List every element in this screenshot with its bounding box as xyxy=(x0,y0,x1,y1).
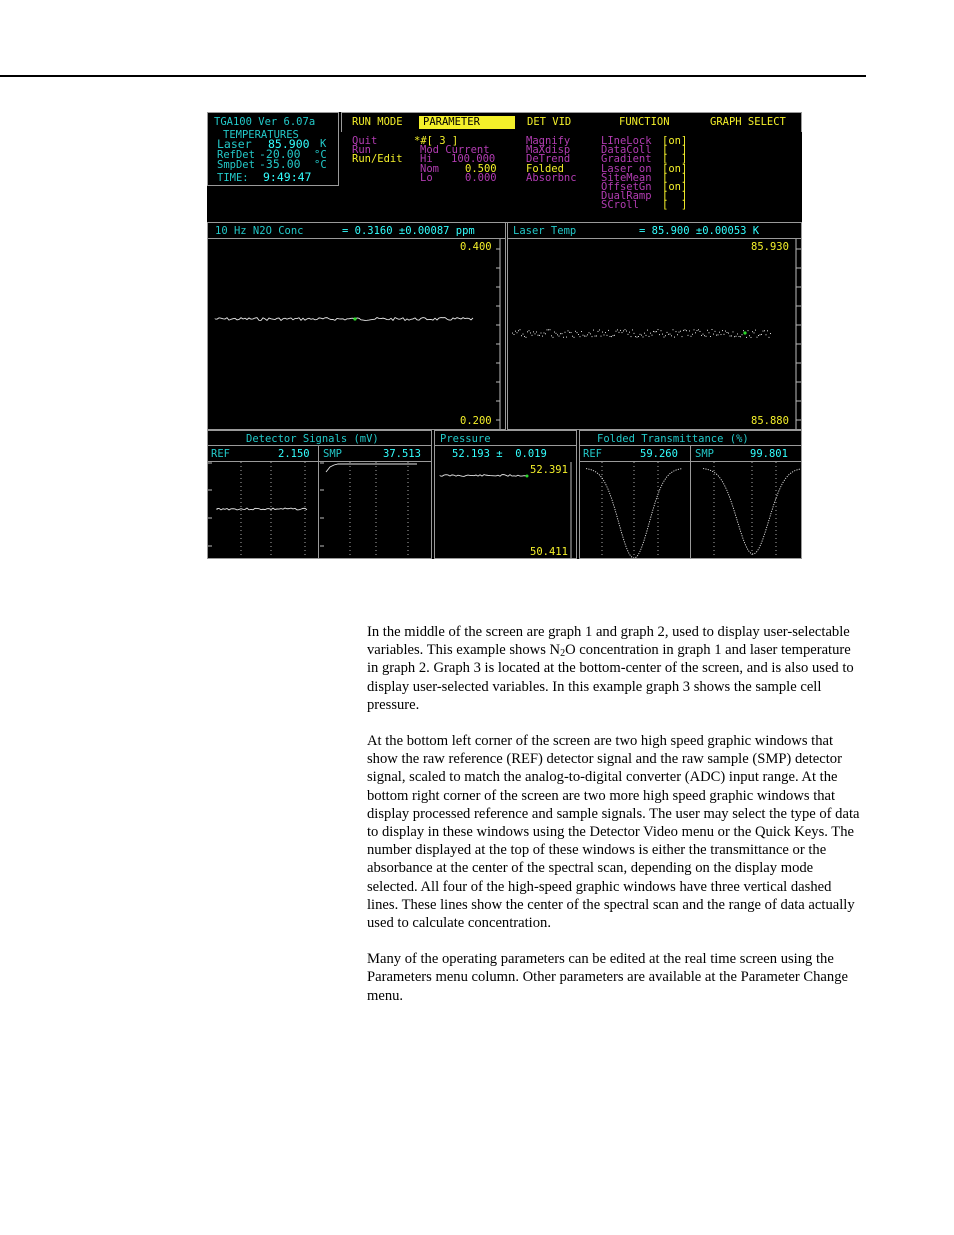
graph-2-point xyxy=(535,333,536,334)
graph-2-point xyxy=(754,332,755,333)
graph-2-point xyxy=(529,330,530,331)
graph-2-point xyxy=(718,334,719,335)
pressure-value: 52.193 ± 0.019 xyxy=(452,448,547,460)
graph-2-point xyxy=(536,331,537,332)
graph-2-point xyxy=(676,331,677,332)
graph-2-point xyxy=(610,336,611,337)
graph-2-point xyxy=(614,335,615,336)
function-item-state: [on] xyxy=(662,162,688,175)
refdet-label: RefDet xyxy=(217,149,255,161)
function-item-state: [ ] xyxy=(662,144,688,157)
graph-1-trace xyxy=(215,318,473,321)
parameter-lo-label: Lo xyxy=(420,172,433,184)
graph-2-point xyxy=(604,334,605,335)
graph-2-point xyxy=(593,330,594,331)
graph-2-point xyxy=(650,333,651,334)
laser-label: Laser xyxy=(217,137,252,151)
graph-2-point xyxy=(622,332,623,333)
graph-2-point xyxy=(749,335,750,336)
graph-2 xyxy=(507,222,802,430)
laser-unit: K xyxy=(320,138,327,150)
det-vid-item-detrend[interactable]: DeTrend xyxy=(526,153,571,165)
graph-2-point xyxy=(616,331,617,332)
graph-2-point xyxy=(739,336,740,337)
folded-transmittance-title: Folded Transmittance (%) xyxy=(597,433,749,445)
graph-2-point xyxy=(742,334,743,335)
graph-2-point xyxy=(530,332,531,333)
graph-2-point xyxy=(551,335,552,336)
graph-2-point xyxy=(719,332,720,333)
graph-2-point xyxy=(547,329,548,330)
graph-2-plot xyxy=(508,239,801,429)
graph-2-point xyxy=(635,336,636,337)
graph-2-point xyxy=(605,332,606,333)
graph-2-point xyxy=(712,329,713,330)
graph-2-point xyxy=(617,329,618,330)
graph-2-point xyxy=(520,329,521,330)
graph-2-point xyxy=(671,335,672,336)
graph-2-point xyxy=(601,336,602,337)
graph-2-point xyxy=(587,334,588,335)
graph-2-point xyxy=(619,332,620,333)
graph-2-point xyxy=(581,331,582,332)
graph-2-point xyxy=(598,331,599,332)
graph-2-top-scale: 85.930 xyxy=(751,241,789,253)
graph-2-point xyxy=(557,334,558,335)
graph-2-point xyxy=(707,330,708,331)
menu-panel xyxy=(341,112,802,132)
graph-2-point xyxy=(554,332,555,333)
folded-transmittance-panel xyxy=(579,430,802,559)
smpdet-value: -35.00 xyxy=(259,157,301,171)
function-item-state: [ ] xyxy=(662,153,688,166)
function-item-label[interactable]: Gradient xyxy=(601,153,652,166)
graph-2-point xyxy=(721,334,722,335)
smpdet-unit: °C xyxy=(314,159,327,171)
graph-2-point xyxy=(724,334,725,335)
graph-2-point xyxy=(757,337,758,338)
graph-2-point xyxy=(701,335,702,336)
graph-2-point xyxy=(533,331,534,332)
graph-2-point xyxy=(629,332,630,333)
graph-2-point xyxy=(743,330,744,331)
function-item-label[interactable]: SCroll xyxy=(601,199,639,212)
pressure-top-scale: 52.391 xyxy=(530,464,568,476)
graph-2-point xyxy=(656,331,657,332)
graph-2-point xyxy=(674,337,675,338)
graph-2-point xyxy=(767,330,768,331)
graph-2-point xyxy=(677,334,678,335)
graph-2-point xyxy=(623,330,624,331)
graph-2-point xyxy=(734,336,735,337)
graph-2-point xyxy=(697,330,698,331)
graph-2-point xyxy=(653,331,654,332)
function-item-label[interactable]: OffsetGn xyxy=(601,181,652,193)
graph-2-point xyxy=(595,336,596,337)
subscript-two: 2 xyxy=(560,648,566,660)
graph-2-point xyxy=(586,336,587,337)
function-item-label[interactable]: DataColl xyxy=(601,144,652,157)
detector-signals-plot xyxy=(208,462,431,558)
graph-2-cursor xyxy=(743,331,746,334)
folded-smp-value: 99.801 xyxy=(750,448,788,460)
graph-2-point xyxy=(670,334,671,335)
graph-2-point xyxy=(523,334,524,335)
detector-smp-label: SMP xyxy=(323,448,342,460)
graph-2-point xyxy=(731,335,732,336)
paragraph-graphs xyxy=(367,623,863,714)
graph-2-point xyxy=(703,334,704,335)
time-label: TIME: xyxy=(217,172,249,184)
graph-2-point xyxy=(572,336,573,337)
graph-2-point xyxy=(709,332,710,333)
graph-2-point xyxy=(766,334,767,335)
folded-ref-label: REF xyxy=(583,448,602,460)
graph-2-point xyxy=(679,332,680,333)
paragraph-graphs-text-a: In the middle of the screen are graph 1 and graph 2, used to display user-selectable variables. This example shows N xyxy=(367,624,850,659)
graph-2-point xyxy=(634,333,635,334)
graph-2-point xyxy=(550,329,551,330)
graph-2-point xyxy=(545,333,546,334)
graph-2-point xyxy=(589,332,590,333)
graph-2-point xyxy=(673,329,674,330)
graph-2-point xyxy=(706,336,707,337)
pressure-bottom-scale: 50.411 xyxy=(530,546,568,558)
function-item-label[interactable]: SiteMean xyxy=(601,171,652,184)
graph-2-point xyxy=(736,336,737,337)
paragraph-graphs-text-b: O concentration in graph 1 and laser temperature in graph 2. Graph 3 is located at the bottom-center of the screen, and is also used to display user-selected variables. In this example graph 3 shows the sample cell pressure. xyxy=(367,642,854,713)
graph-2-point xyxy=(563,337,564,338)
graph-2-point xyxy=(700,331,701,332)
graph-2-point xyxy=(764,330,765,331)
graph-2-point xyxy=(584,336,585,337)
paragraph-parameters: Many of the operating parameters can be edited at the real time screen using the Parameters menu column. Other parameters are available at the Parameter Change menu. xyxy=(367,951,848,1004)
tga-screen xyxy=(207,112,802,559)
graph-2-point xyxy=(682,336,683,337)
graph-2-point xyxy=(515,331,516,332)
function-item-state: [ ] xyxy=(662,171,688,184)
graph-2-point xyxy=(637,337,638,338)
graph-2-point xyxy=(667,332,668,333)
refdet-unit: °C xyxy=(314,149,327,161)
paragraph-high-speed-windows: At the bottom left corner of the screen are two high speed graphic windows that show the raw reference (REF) detector signal and the raw sample (SMP) detector signal, scaled to match the analog-to-digital converter (ADC) input range. At the bottom right corner of the screen are two more high speed graphic windows that display processed reference and sample signals. The user may select the type of data to display in these windows using the Detector Video menu or the Quick Keys. The number displayed at the top of these windows is either the transmittance or the absorbance at the center of the spectral scan, depending on the display mode selected. All four of the high-speed graphic windows have three vertical dashed lines. These lines show the center of the spectral scan and the range of data actually used to calculate concentration. xyxy=(367,733,860,932)
function-item-label[interactable]: Laser on xyxy=(601,162,652,175)
graph-2-point xyxy=(658,329,659,330)
status-panel xyxy=(207,112,339,186)
graph-2-point xyxy=(740,336,741,337)
graph-2-point xyxy=(592,336,593,337)
graph-2-point xyxy=(748,330,749,331)
graph-2-point xyxy=(668,334,669,335)
graph-2-point xyxy=(664,337,665,338)
function-item-state: [on] xyxy=(662,135,688,147)
graph-2-point xyxy=(596,335,597,336)
graph-2-point xyxy=(514,334,515,335)
graph-2-point xyxy=(548,329,549,330)
graph-2-point xyxy=(541,333,542,334)
menu-run-mode[interactable]: RUN MODE xyxy=(352,116,403,128)
graph-2-point xyxy=(542,336,543,337)
graph-2-point xyxy=(692,334,693,335)
run-mode-item-run[interactable]: Run xyxy=(352,144,371,156)
graph-2-point xyxy=(628,334,629,335)
graph-2-point xyxy=(751,337,752,338)
det-vid-item-absorbnc[interactable]: Absorbnc xyxy=(526,172,577,184)
graph-2-point xyxy=(562,333,563,334)
graph-2-point xyxy=(685,329,686,330)
body-text xyxy=(367,623,863,1023)
graph-2-point xyxy=(686,330,687,331)
graph-2-point xyxy=(662,334,663,335)
graph-2-point xyxy=(574,337,575,338)
graph-2-point xyxy=(695,332,696,333)
time-value: 9:49:47 xyxy=(263,170,312,184)
graph-2-point xyxy=(722,330,723,331)
graph-2-point xyxy=(661,330,662,331)
graph-2-point xyxy=(746,337,747,338)
parameter-hi-label: Hi xyxy=(420,153,433,165)
graph-2-point xyxy=(655,331,656,332)
graph-2-point xyxy=(725,331,726,332)
refdet-value: -20.00 xyxy=(259,147,301,161)
pressure-cursor xyxy=(526,475,529,478)
graph-2-point xyxy=(560,333,561,334)
graph-2-bottom-scale: 85.880 xyxy=(751,415,789,427)
graph-2-point xyxy=(643,336,644,337)
graph-2-point xyxy=(680,331,681,332)
graph-2-point xyxy=(526,337,527,338)
graph-2-point xyxy=(518,330,519,331)
graph-2-point xyxy=(521,335,522,336)
graph-2-point xyxy=(538,335,539,336)
graph-2-point xyxy=(715,331,716,332)
run-mode-item-run-edit[interactable]: Run/Edit xyxy=(352,153,403,165)
graph-2-point xyxy=(532,335,533,336)
folded-smp-trace xyxy=(703,469,801,554)
graph-2-point xyxy=(527,331,528,332)
graph-2-point xyxy=(694,329,695,330)
detector-ref-value: 2.150 xyxy=(278,448,310,460)
detector-smp-trace xyxy=(326,464,417,472)
temperatures-heading: TEMPERATURES xyxy=(223,129,299,141)
run-mode-item-quit[interactable]: Quit xyxy=(352,135,378,147)
detector-signals-panel xyxy=(207,430,432,559)
graph-2-point xyxy=(608,330,609,331)
graph-1-bottom-scale: 0.200 xyxy=(460,415,492,427)
graph-2-point xyxy=(640,334,641,335)
menu-det-vid[interactable]: DET VID xyxy=(527,116,572,128)
graph-2-point xyxy=(625,329,626,330)
graph-2-point xyxy=(689,330,690,331)
graph-1-value: = 0.3160 ±0.00087 ppm xyxy=(342,225,475,237)
graph-2-point xyxy=(665,335,666,336)
graph-2-label: Laser Temp xyxy=(513,225,577,237)
pressure-panel xyxy=(434,430,577,559)
graph-2-point xyxy=(644,333,645,334)
graph-2-point xyxy=(770,333,771,334)
graph-2-point xyxy=(647,330,648,331)
parameter-lo-value[interactable]: 0.000 xyxy=(465,172,497,184)
function-item-label[interactable]: DualRamp xyxy=(601,190,652,203)
graph-2-point xyxy=(568,330,569,331)
laser-value: 85.900 xyxy=(268,137,310,151)
graph-2-point xyxy=(763,331,764,332)
function-item-state: [ ] xyxy=(662,199,688,212)
graph-2-point xyxy=(569,332,570,333)
graph-2-point xyxy=(649,336,650,337)
graph-1-label: 10 Hz N2O Conc xyxy=(215,225,304,237)
pressure-title: Pressure xyxy=(440,433,491,445)
graph-2-point xyxy=(691,336,692,337)
graph-2-point xyxy=(524,336,525,337)
graph-2-point xyxy=(611,336,612,337)
detector-ref-trace xyxy=(217,508,307,510)
graph-2-point xyxy=(761,334,762,335)
graph-2-point xyxy=(620,330,621,331)
graph-2-point xyxy=(641,335,642,336)
graph-2-point xyxy=(752,331,753,332)
folded-smp-label: SMP xyxy=(695,448,714,460)
graph-2-point xyxy=(727,332,728,333)
parameter-selector[interactable]: *#[ 3 ] xyxy=(414,135,459,147)
det-vid-item-folded[interactable]: Folded xyxy=(526,163,564,175)
function-item-state: [ ] xyxy=(662,190,688,203)
graph-2-point xyxy=(638,336,639,337)
graph-2-point xyxy=(704,335,705,336)
graph-2-point xyxy=(710,336,711,337)
folded-transmittance-plot xyxy=(580,462,801,558)
graph-1 xyxy=(207,222,506,430)
parameter-hi-value[interactable]: 100.000 xyxy=(451,153,496,165)
graph-2-point xyxy=(571,332,572,333)
graph-2-point xyxy=(646,335,647,336)
graph-1-cursor xyxy=(353,317,356,320)
graph-2-point xyxy=(577,332,578,333)
graph-2-point xyxy=(556,333,557,334)
graph-2-point xyxy=(652,335,653,336)
det-vid-item-maxdisp[interactable]: MaXdisp xyxy=(526,144,571,156)
function-item-state: [on] xyxy=(662,181,688,193)
graph-2-point xyxy=(632,329,633,330)
graph-1-plot xyxy=(208,239,505,429)
graph-2-point xyxy=(553,337,554,338)
graph-2-point xyxy=(688,335,689,336)
header-rule xyxy=(0,75,866,77)
graph-2-point xyxy=(559,336,560,337)
graph-2-point xyxy=(590,333,591,334)
graph-2-point xyxy=(539,335,540,336)
pressure-plot xyxy=(435,462,576,558)
graph-2-point xyxy=(613,335,614,336)
graph-2-point xyxy=(583,335,584,336)
detector-signals-title: Detector Signals (mV) xyxy=(246,433,379,445)
graph-2-point xyxy=(698,329,699,330)
menu-parameter[interactable]: PARAMETER xyxy=(419,116,515,129)
graph-2-point xyxy=(631,336,632,337)
graph-2-point xyxy=(760,334,761,335)
pressure-trace xyxy=(440,475,526,477)
graph-2-point xyxy=(728,333,729,334)
parameter-nom-label: Nom xyxy=(420,163,439,175)
graph-2-point xyxy=(626,331,627,332)
graph-2-point xyxy=(566,337,567,338)
graph-2-point xyxy=(716,335,717,336)
graph-2-point xyxy=(733,331,734,332)
graph-2-point xyxy=(607,335,608,336)
menu-function[interactable]: FUNCTION xyxy=(619,116,670,128)
graph-2-point xyxy=(575,331,576,332)
graph-2-value: = 85.900 ±0.00053 K xyxy=(639,225,760,237)
graph-2-point xyxy=(683,330,684,331)
graph-2-point xyxy=(512,333,513,334)
graph-2-point xyxy=(713,334,714,335)
graph-2-point xyxy=(659,334,660,335)
graph-2-point xyxy=(758,335,759,336)
graph-2-point xyxy=(578,334,579,335)
graph-2-point xyxy=(737,333,738,334)
app-title: TGA100 Ver 6.07a xyxy=(214,116,316,128)
graph-2-point xyxy=(599,329,600,330)
graph-2-point xyxy=(517,332,518,333)
function-item-label[interactable]: LIneLock xyxy=(601,135,652,147)
det-vid-item-magnify[interactable]: Magnify xyxy=(526,135,571,147)
graph-2-point xyxy=(769,337,770,338)
menu-graph-select[interactable]: GRAPH SELECT xyxy=(710,116,786,128)
graph-2-point xyxy=(565,332,566,333)
smpdet-label: SmpDet xyxy=(217,159,255,171)
graph-2-point xyxy=(602,332,603,333)
graph-2-point xyxy=(544,332,545,333)
parameter-nom-value[interactable]: 0.500 xyxy=(465,163,497,175)
parameter-name[interactable]: Mod Current xyxy=(420,144,490,156)
graph-2-point xyxy=(730,335,731,336)
graph-2-point xyxy=(580,336,581,337)
graph-1-top-scale: 0.400 xyxy=(460,241,492,253)
detector-smp-value: 37.513 xyxy=(383,448,421,460)
graph-2-point xyxy=(755,330,756,331)
detector-ref-label: REF xyxy=(211,448,230,460)
folded-ref-value: 59.260 xyxy=(640,448,678,460)
